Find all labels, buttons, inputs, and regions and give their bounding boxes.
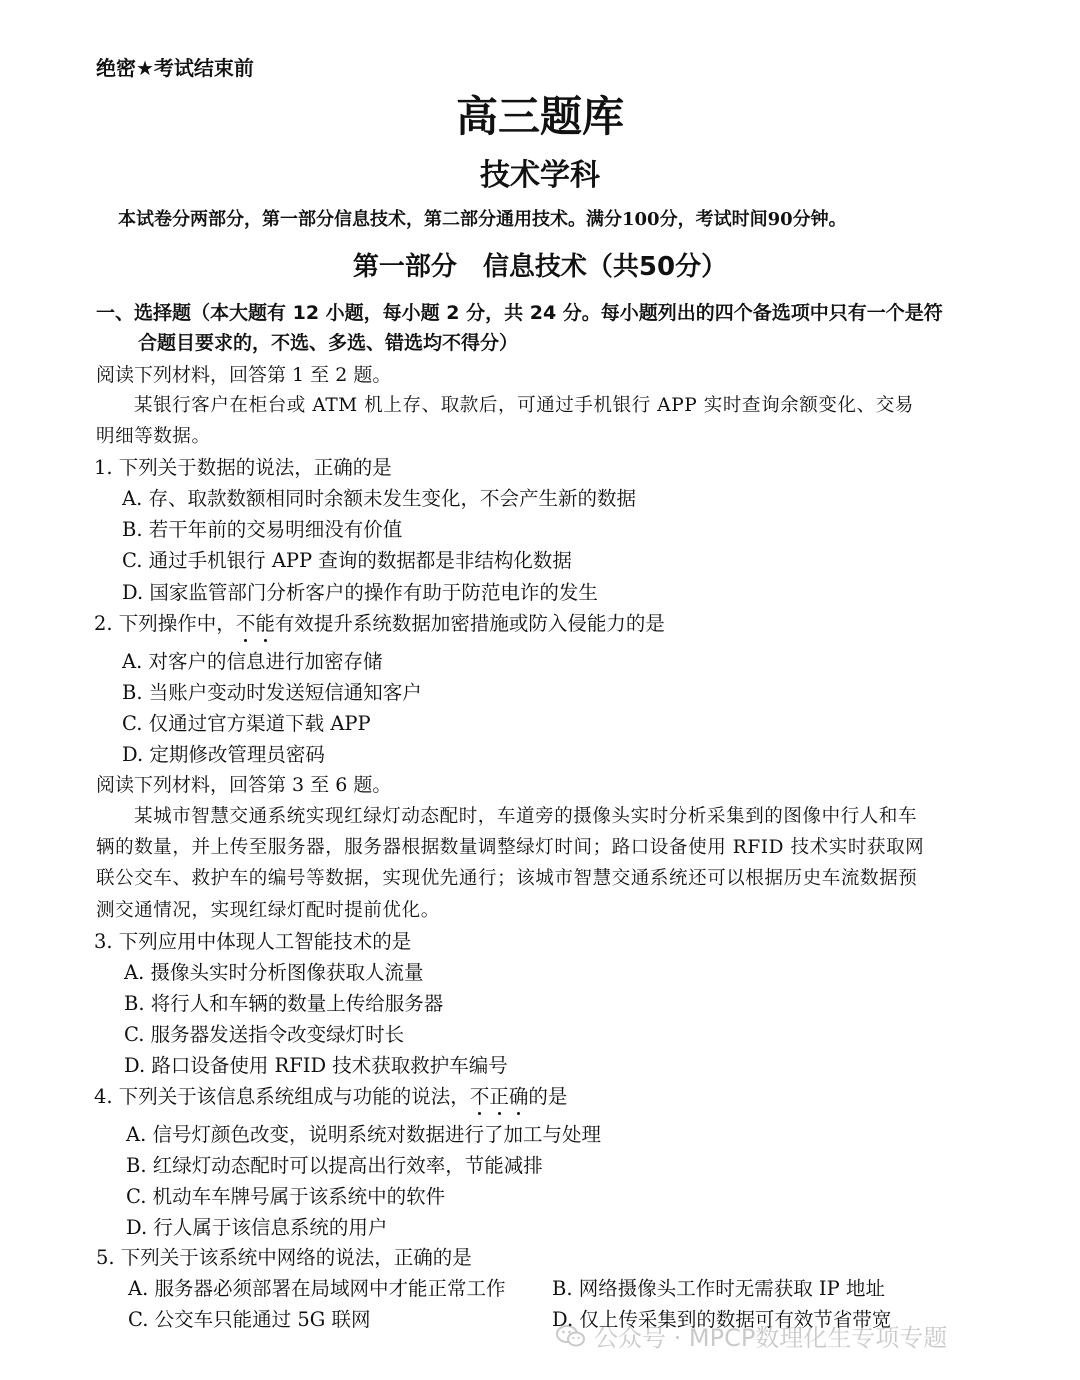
page-title: 高三题库 xyxy=(455,92,624,141)
question-4-stem-prefix: 4. 下列关于该信息系统组成与功能的说法， xyxy=(94,1085,470,1108)
question-2-stem-suffix: 有效提升系统数据加密措施或防入侵能力的是 xyxy=(274,612,665,635)
wechat-icon xyxy=(556,1324,586,1348)
emphasis-char: 不 xyxy=(236,608,256,636)
question-4-option-a: A. 信号灯颜色改变，说明系统对数据进行了加工与处理 xyxy=(126,1123,601,1146)
watermark xyxy=(556,1318,947,1353)
part-one-heading: 第一部分 信息技术（共50分） xyxy=(352,252,728,282)
question-5-option-a: A. 服务器必须部署在局域网中才能正常工作 xyxy=(128,1277,506,1300)
question-3-option-a: A. 摄像头实时分析图像获取人流量 xyxy=(124,961,424,984)
question-4-stem-suffix: 的是 xyxy=(528,1085,568,1108)
material-2-line4: 测交通情况，实现红绿灯配时提前优化。 xyxy=(96,900,440,921)
emphasis-char: 不 xyxy=(470,1081,490,1109)
question-5-stem: 5. 下列关于该系统中网络的说法，正确的是 xyxy=(96,1246,472,1269)
reading-lead-2: 阅读下列材料，回答第 3 至 6 题。 xyxy=(96,774,392,796)
material-1-line2: 明细等数据。 xyxy=(96,426,211,447)
section-heading-line2: 合题目要求的，不选、多选、错选均不得分） xyxy=(138,332,519,354)
question-4-option-d: D. 行人属于该信息系统的用户 xyxy=(126,1216,388,1239)
question-5-option-c: C. 公交车只能通过 5G 联网 xyxy=(128,1308,371,1331)
question-2-option-d: D. 定期修改管理员密码 xyxy=(122,743,325,766)
emphasis-char: 能 xyxy=(255,608,275,636)
section-heading-line1: 一、选择题（本大题有 12 小题，每小题 2 分，共 24 分。每小题列出的四个备选项中只有一个是符 xyxy=(96,302,943,324)
material-1-line1: 某银行客户在柜台或 ATM 机上存、取款后，可通过手机银行 APP 实时查询余额变化、交易 xyxy=(134,395,914,416)
question-2-stem-prefix: 2. 下列操作中， xyxy=(94,612,236,635)
question-1-option-b: B. 若干年前的交易明细没有价值 xyxy=(122,518,403,541)
question-5-option-b: B. 网络摄像头工作时无需获取 IP 地址 xyxy=(552,1277,885,1300)
material-2-line1: 某城市智慧交通系统实现红绿灯动态配时，车道旁的摄像头实时分析采集到的图像中行人和车 xyxy=(134,806,918,827)
question-2-option-a: A. 对客户的信息进行加密存储 xyxy=(122,650,383,673)
question-2-stem xyxy=(94,608,665,636)
question-1-option-a: A. 存、取款数额相同时余额未发生变化，不会产生新的数据 xyxy=(122,487,636,510)
question-3-stem: 3. 下列应用中体现人工智能技术的是 xyxy=(94,930,412,953)
emphasis-char: 确 xyxy=(509,1081,529,1109)
question-2-option-c: C. 仅通过官方渠道下载 APP xyxy=(122,712,371,735)
question-3-option-b: B. 将行人和车辆的数量上传给服务器 xyxy=(124,992,444,1015)
question-4-stem xyxy=(94,1081,567,1109)
subject-title: 技术学科 xyxy=(480,158,600,193)
question-4-option-b: B. 红绿灯动态配时可以提高出行效率，节能减排 xyxy=(126,1154,543,1177)
question-4-option-c: C. 机动车车牌号属于该系统中的软件 xyxy=(126,1185,446,1208)
question-2-option-b: B. 当账户变动时发送短信通知客户 xyxy=(122,681,422,704)
reading-lead-1: 阅读下列材料，回答第 1 至 2 题。 xyxy=(96,364,392,386)
question-3-option-d: D. 路口设备使用 RFID 技术获取救护车编号 xyxy=(124,1054,508,1077)
exam-instructions: 本试卷分两部分，第一部分信息技术，第二部分通用技术。满分100分，考试时间90分钟。 xyxy=(118,209,847,230)
material-2-line3: 联公交车、救护车的编号等数据，实现优先通行；该城市智慧交通系统还可以根据历史车流数据预 xyxy=(96,868,918,889)
question-3-option-c: C. 服务器发送指令改变绿灯时长 xyxy=(124,1023,405,1046)
question-1-stem: 1. 下列关于数据的说法，正确的是 xyxy=(94,456,392,479)
question-1-option-c: C. 通过手机银行 APP 查询的数据都是非结构化数据 xyxy=(122,549,572,572)
question-1-option-d: D. 国家监管部门分析客户的操作有助于防范电诈的发生 xyxy=(122,581,598,604)
confidential-mark: 绝密★考试结束前 xyxy=(96,56,254,80)
question-5-option-d: D. 仅上传采集到的数据可有效节省带宽 xyxy=(552,1308,892,1331)
material-2-line2: 辆的数量，并上传至服务器，服务器根据数量调整绿灯时间；路口设备使用 RFID 技术实时获取网 xyxy=(96,837,925,858)
watermark-text: 公众号 · MPCP数理化生专项专题 xyxy=(594,1324,948,1352)
emphasis-char: 正 xyxy=(489,1081,509,1109)
